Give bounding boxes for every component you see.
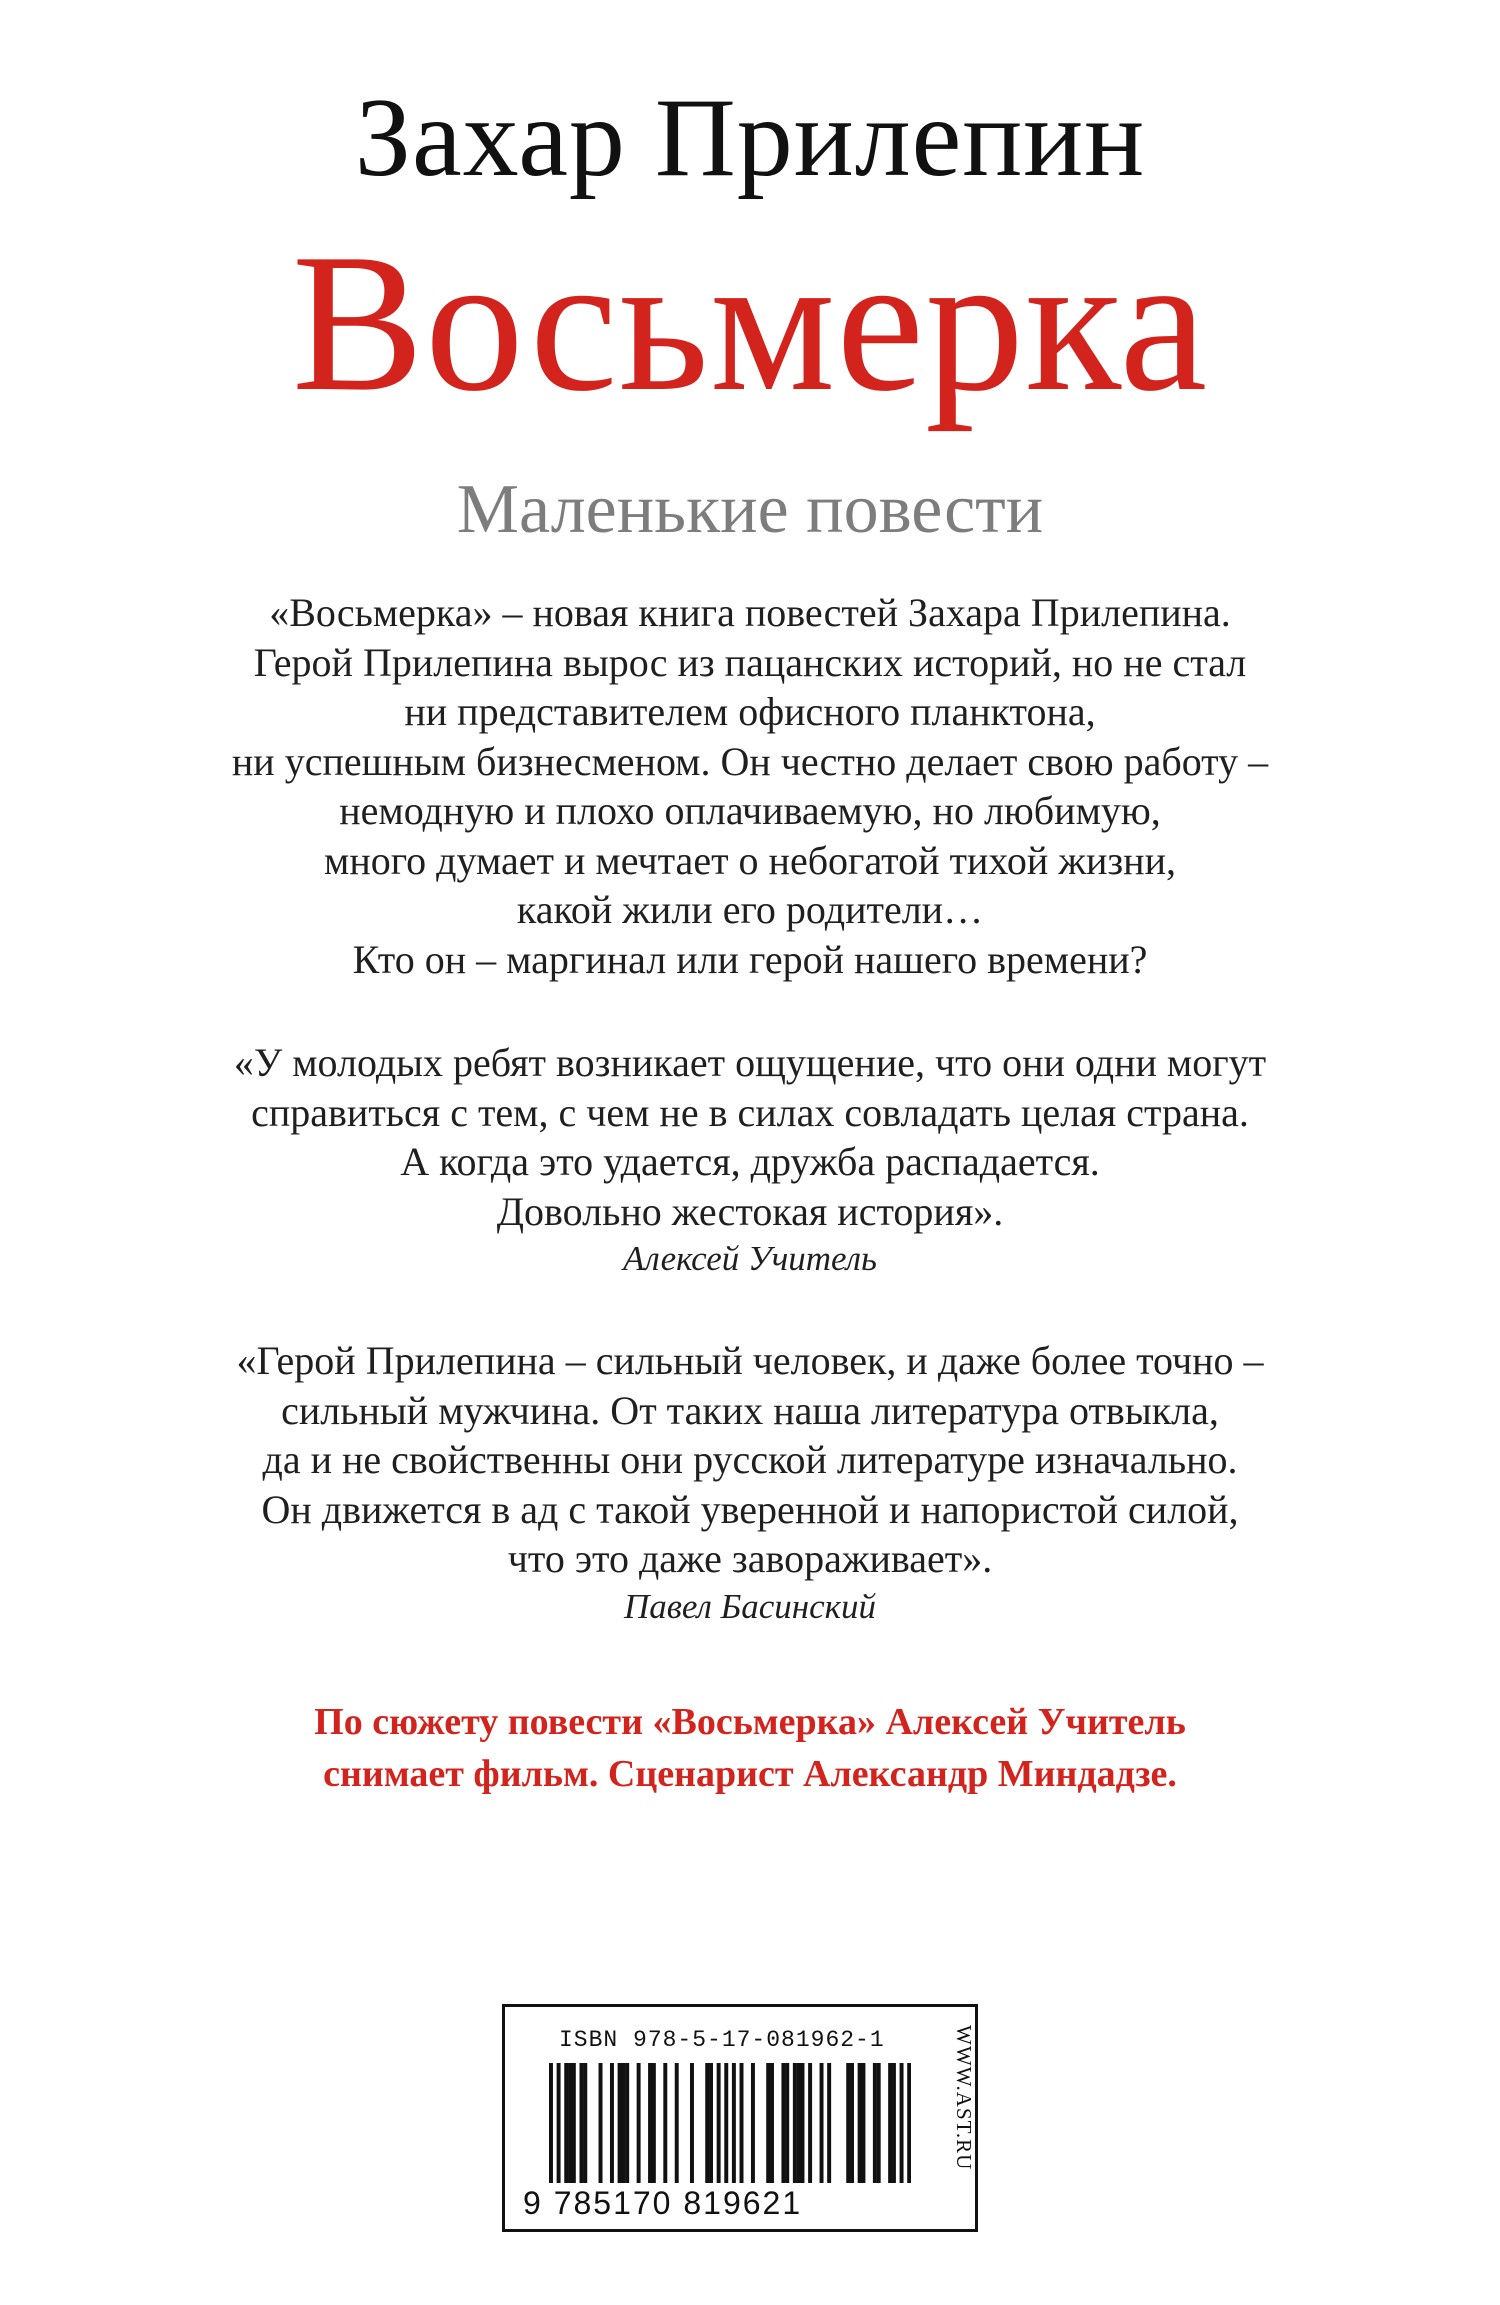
barcode-bar (648, 2063, 652, 2183)
book-subtitle: Маленькие повести (456, 471, 1044, 548)
barcode-bar (740, 2063, 744, 2183)
barcode-bar (781, 2063, 785, 2183)
barcode-bar (820, 2063, 824, 2183)
barcode-bars (549, 2063, 911, 2183)
description-line: немодную и плохо оплачиваемую, но любимую, (339, 788, 1161, 833)
barcode-bar (877, 2063, 881, 2183)
quote-attribution: Павел Басинский (623, 1586, 877, 1626)
announcement-line: снимает фильм. Сценарист Александр Миндадзе. (323, 1753, 1177, 1795)
barcode-bar (610, 2063, 614, 2183)
barcode-bar (827, 2063, 831, 2183)
barcode-bar (770, 2063, 774, 2183)
barcode-bar (625, 2063, 629, 2183)
barcode-bar (690, 2063, 694, 2183)
barcode-bar (583, 2063, 587, 2183)
description-line: Кто он – маргинал или герой нашего времени? (352, 936, 1148, 982)
barcode-bar (751, 2063, 755, 2183)
isbn-number: ISBN 978-5-17-081962-1 (559, 2027, 885, 2053)
barcode-bar (599, 2063, 603, 2183)
quote-line: справиться с тем, с чем не в силах совладать целая страна. (251, 1089, 1249, 1135)
quote-line: «Герой Прилепина – сильный человек, и даже более точно – (236, 1338, 1264, 1383)
barcode-bar (579, 2063, 583, 2183)
barcode-bar (717, 2063, 721, 2183)
barcode-bar (637, 2063, 641, 2183)
barcode-panel (502, 2004, 978, 2232)
description-line: ни успешным бизнесменом. Он честно делает свою работу – (231, 738, 1269, 784)
barcode-bar (732, 2063, 736, 2183)
barcode-bar (793, 2063, 797, 2183)
book-title: Восьмерка (291, 213, 1209, 432)
barcode-bar (572, 2063, 576, 2183)
publisher-website: WWW.AST.RU (952, 2025, 976, 2171)
barcode-bar (663, 2063, 667, 2183)
barcode-bar (564, 2063, 568, 2183)
barcode-bar (709, 2063, 713, 2183)
barcode-bar (766, 2063, 770, 2183)
barcode-bar (907, 2063, 911, 2183)
quote-line: сильный мужчина. От таких наша литература отвыкла, (281, 1387, 1219, 1433)
barcode-bar (861, 2063, 865, 2183)
description-line: Герой Прилепина вырос из пацанских историй, но не стал (253, 639, 1247, 685)
quote-line: да и не свойственны они русской литературе изначально. (262, 1437, 1238, 1482)
description-block (0, 588, 1500, 984)
quote-line: что это даже завораживает». (507, 1536, 993, 1581)
barcode-bar (675, 2063, 679, 2183)
quote-uchitel (0, 1038, 1500, 1282)
author-name: Захар Прилепин (354, 76, 1146, 200)
barcode-bar (621, 2063, 625, 2183)
description-line: какой жили его родители… (516, 887, 984, 932)
quote-line: «У молодых ребят возникает ощущение, что они одни могут (233, 1040, 1267, 1085)
barcode-bar (705, 2063, 709, 2183)
announcement-line: По сюжету повести «Восьмерка» Алексей Учитель (314, 1701, 1186, 1743)
barcode-bar (652, 2063, 656, 2183)
barcode-digits: 9 785170 819621 (523, 2185, 803, 2221)
quote-attribution: Алексей Учитель (623, 1239, 877, 1278)
barcode-bar (800, 2063, 804, 2183)
barcode-bar (846, 2063, 850, 2183)
description-line: «Восьмерка» – новая книга повестей Захара Прилепина. (269, 590, 1231, 635)
quote-line: А когда это удается, дружба распадается. (400, 1139, 1100, 1184)
barcode-bar (850, 2063, 854, 2183)
description-line: много думает и мечтает о небогатой тихой жизни, (324, 837, 1176, 883)
barcode-bar (900, 2063, 904, 2183)
quote-line: Он движется в ад с такой уверенной и напористой силой, (261, 1486, 1239, 1532)
film-announcement (0, 1696, 1500, 1800)
barcode-bar (892, 2063, 896, 2183)
quote-basinsky (0, 1336, 1500, 1630)
barcode-bar (557, 2063, 561, 2183)
description-line: ни представителем офисного планктона, (404, 689, 1096, 734)
quote-line: Довольно жестокая история». (496, 1188, 1004, 1234)
barcode-bar (785, 2063, 789, 2183)
barcode-bar (618, 2063, 622, 2183)
barcode-bar (858, 2063, 862, 2183)
barcode-bar (568, 2063, 572, 2183)
barcode-bar (888, 2063, 892, 2183)
barcode-bar (549, 2063, 553, 2183)
barcode-bar (873, 2063, 877, 2183)
barcode-bar (797, 2063, 801, 2183)
barcode-bar (724, 2063, 728, 2183)
barcode-bar (808, 2063, 812, 2183)
